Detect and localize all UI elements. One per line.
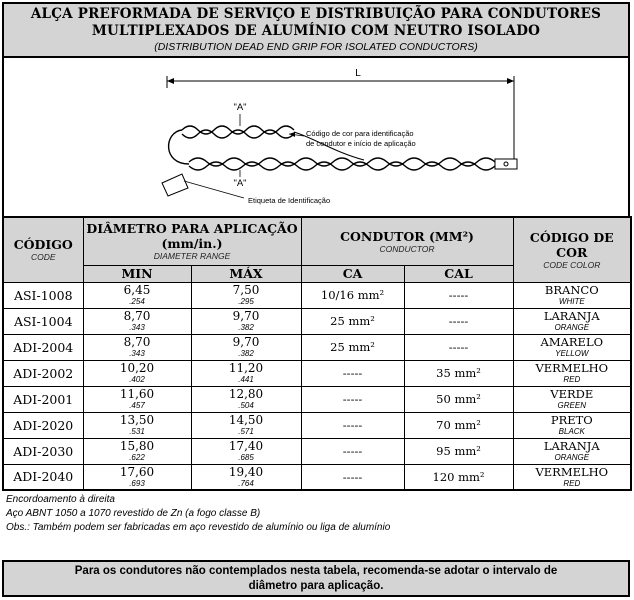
row-color: LARANJA ORANGE bbox=[513, 308, 631, 334]
dim-arrow-right bbox=[507, 78, 514, 84]
row-max: 19,40 .764 bbox=[191, 464, 301, 490]
note-line: Encordoamento à direita bbox=[6, 494, 115, 505]
row-min: 8,70 .343 bbox=[83, 334, 191, 360]
spec-sheet bbox=[2, 2, 630, 535]
callout-text-2: de condutor e início de aplicação bbox=[306, 139, 416, 148]
note-line: Obs.: Também podem ser fabricadas em aço revestido de alumínio ou liga de alumínio bbox=[6, 522, 391, 533]
row-cal: 120 mm² bbox=[404, 464, 513, 490]
callout-text-1: Código de cor para identificação bbox=[306, 129, 414, 138]
header-max: MÁX bbox=[191, 265, 301, 282]
note-line: Aço ABNT 1050 a 1070 revestido de Zn (a fogo classe B) bbox=[6, 508, 261, 519]
row-min: 8,70 .343 bbox=[83, 308, 191, 334]
row-color: VERDE GREEN bbox=[513, 386, 631, 412]
row-max: 17,40 .685 bbox=[191, 438, 301, 464]
row-max: 12,80 .504 bbox=[191, 386, 301, 412]
row-cal: 95 mm² bbox=[404, 438, 513, 464]
row-code: ADI-2030 bbox=[3, 438, 83, 464]
table-row bbox=[3, 438, 631, 464]
row-cal: ----- bbox=[404, 282, 513, 308]
header-ca: CA bbox=[301, 265, 404, 282]
notes bbox=[2, 491, 630, 535]
title-subtitle: (DISTRIBUTION DEAD END GRIP FOR ISOLATED CONDUCTORS) bbox=[154, 41, 478, 53]
callout-text-3: Etiqueta de Identificação bbox=[248, 196, 331, 205]
table-header-row-1 bbox=[3, 217, 631, 265]
spec-table bbox=[2, 216, 632, 491]
row-ca: ----- bbox=[301, 386, 404, 412]
identification-tag bbox=[162, 174, 188, 196]
row-code: ADI-2001 bbox=[3, 386, 83, 412]
row-min: 11,60 .457 bbox=[83, 386, 191, 412]
row-ca: ----- bbox=[301, 438, 404, 464]
row-min: 13,50 .531 bbox=[83, 412, 191, 438]
row-min: 6,45 .254 bbox=[83, 282, 191, 308]
row-color: VERMELHO RED bbox=[513, 360, 631, 386]
row-color: VERMELHO RED bbox=[513, 464, 631, 490]
row-code: ADI-2040 bbox=[3, 464, 83, 490]
row-min: 17,60 .693 bbox=[83, 464, 191, 490]
row-cal: ----- bbox=[404, 308, 513, 334]
upper-leg-helix bbox=[182, 126, 294, 138]
row-min: 10,20 .402 bbox=[83, 360, 191, 386]
row-color: LARANJA ORANGE bbox=[513, 438, 631, 464]
row-cal: 70 mm² bbox=[404, 412, 513, 438]
title-box bbox=[2, 2, 630, 58]
row-ca: ----- bbox=[301, 412, 404, 438]
label-a-top: "A" bbox=[233, 102, 247, 113]
title-line-2: MULTIPLEXADOS DE ALUMÍNIO COM NEUTRO ISOLADO bbox=[91, 23, 541, 39]
row-ca: ----- bbox=[301, 360, 404, 386]
row-cal: 35 mm² bbox=[404, 360, 513, 386]
grip-loop bbox=[169, 130, 189, 164]
footer-line-2: diâmetro para aplicação. bbox=[248, 580, 384, 592]
row-min: 15,80 .622 bbox=[83, 438, 191, 464]
row-ca: 25 mm² bbox=[301, 308, 404, 334]
footer-box bbox=[2, 560, 630, 597]
row-cal: ----- bbox=[404, 334, 513, 360]
row-max: 11,20 .441 bbox=[191, 360, 301, 386]
row-color: BRANCO WHITE bbox=[513, 282, 631, 308]
row-ca: 10/16 mm² bbox=[301, 282, 404, 308]
row-color: AMARELO YELLOW bbox=[513, 334, 631, 360]
row-code: ADI-2004 bbox=[3, 334, 83, 360]
dim-label-l: L bbox=[355, 68, 361, 79]
row-code: ADI-2020 bbox=[3, 412, 83, 438]
row-max: 9,70 .382 bbox=[191, 334, 301, 360]
conductor-end bbox=[495, 159, 517, 169]
dim-arrow-left bbox=[167, 78, 174, 84]
table-row bbox=[3, 308, 631, 334]
lower-leg-helix bbox=[189, 158, 495, 170]
header-code: CÓDIGO CODE bbox=[3, 217, 83, 282]
row-max: 14,50 .571 bbox=[191, 412, 301, 438]
row-code: ADI-2002 bbox=[3, 360, 83, 386]
row-ca: 25 mm² bbox=[301, 334, 404, 360]
label-a-bottom: "A" bbox=[233, 178, 247, 189]
header-min: MIN bbox=[83, 265, 191, 282]
table-row bbox=[3, 282, 631, 308]
header-color-code: CÓDIGO DE COR CODE COLOR bbox=[513, 217, 631, 282]
header-conductor: CONDUTOR (MM²) CONDUCTOR bbox=[301, 217, 513, 265]
title-line-1: ALÇA PREFORMADA DE SERVIÇO E DISTRIBUIÇÃO PARA CONDUTORES bbox=[30, 6, 602, 22]
row-color: PRETO BLACK bbox=[513, 412, 631, 438]
technical-drawing bbox=[2, 58, 630, 216]
footer-line-1: Para os condutores não contemplados nesta tabela, recomenda-se adotar o intervalo de bbox=[74, 565, 558, 577]
header-cal: CAL bbox=[404, 265, 513, 282]
grip-drawing-svg bbox=[4, 58, 628, 216]
row-ca: ----- bbox=[301, 464, 404, 490]
row-max: 7,50 .295 bbox=[191, 282, 301, 308]
table-row bbox=[3, 412, 631, 438]
table-row bbox=[3, 334, 631, 360]
header-diameter: DIÂMETRO PARA APLICAÇÃO (mm/in.) DIAMETER RANGE bbox=[83, 217, 301, 265]
table-row bbox=[3, 386, 631, 412]
table-row bbox=[3, 360, 631, 386]
row-code: ASI-1008 bbox=[3, 282, 83, 308]
table-row bbox=[3, 464, 631, 490]
row-code: ASI-1004 bbox=[3, 308, 83, 334]
row-cal: 50 mm² bbox=[404, 386, 513, 412]
row-max: 9,70 .382 bbox=[191, 308, 301, 334]
